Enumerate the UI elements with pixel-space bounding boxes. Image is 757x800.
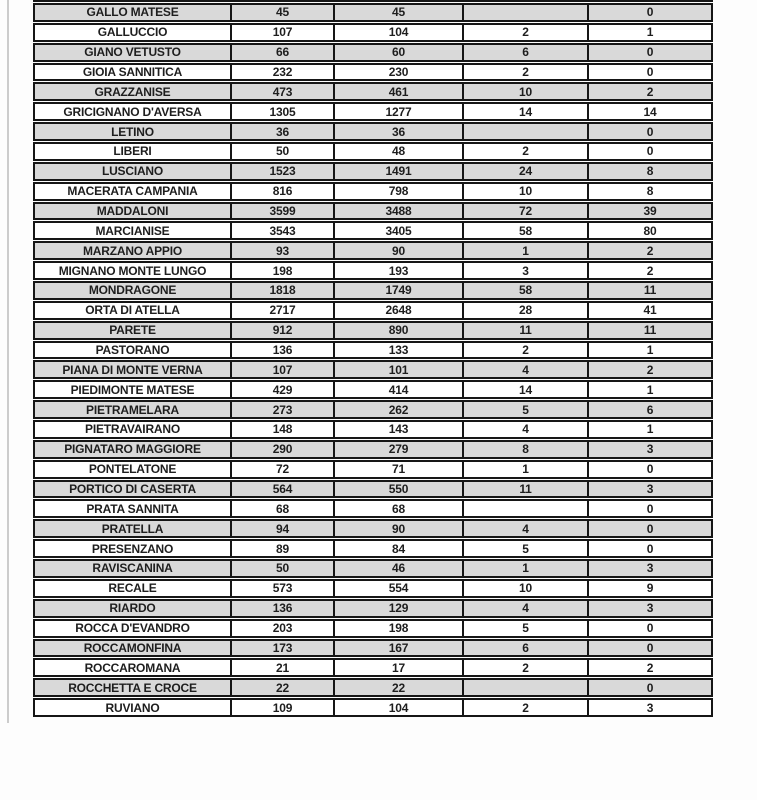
value-cell: 68 <box>333 501 462 516</box>
value-cell: 4 <box>462 601 587 616</box>
value-cell: 90 <box>333 521 462 536</box>
value-cell: 90 <box>333 243 462 258</box>
value-cell: 1 <box>587 382 711 397</box>
value-cell: 0 <box>587 5 711 20</box>
value-cell: 2 <box>587 84 711 99</box>
municipality-name-cell: MACERATA CAMPANIA <box>67 184 198 199</box>
value-cell: 203 <box>230 621 333 636</box>
value-cell: 94 <box>230 521 333 536</box>
value-cell: 39 <box>587 204 711 219</box>
table-row <box>33 43 713 62</box>
value-cell: 554 <box>333 581 462 596</box>
value-cell: 816 <box>230 184 333 199</box>
table-row <box>33 420 713 439</box>
value-cell: 101 <box>333 362 462 377</box>
table-row <box>33 519 713 538</box>
value-cell: 0 <box>587 501 711 516</box>
value-cell: 262 <box>333 402 462 417</box>
table-row <box>33 480 713 499</box>
municipality-name-cell: PIEDIMONTE MATESE <box>70 382 195 397</box>
value-cell: 0 <box>587 541 711 556</box>
table-row <box>33 162 713 181</box>
value-cell: 136 <box>230 601 333 616</box>
value-cell: 36 <box>333 124 462 139</box>
municipality-name-cell: LIBERI <box>113 144 152 159</box>
municipality-name-cell: PRESENZANO <box>91 541 174 556</box>
value-cell: 461 <box>333 84 462 99</box>
value-cell: 230 <box>333 65 462 80</box>
table-row <box>33 380 713 399</box>
municipality-name-cell: PASTORANO <box>95 343 170 358</box>
value-cell: 193 <box>333 263 462 278</box>
value-cell: 3488 <box>333 204 462 219</box>
value-cell: 71 <box>333 462 462 477</box>
value-cell: 4 <box>462 422 587 437</box>
municipality-name-cell: GALLUCCIO <box>97 25 168 40</box>
value-cell: 60 <box>333 45 462 60</box>
value-cell: 50 <box>230 561 333 576</box>
value-cell: 3 <box>587 482 711 497</box>
table-row <box>33 122 713 141</box>
value-cell: 1 <box>462 243 587 258</box>
value-cell: 798 <box>333 184 462 199</box>
value-cell: 2 <box>462 65 587 80</box>
value-cell: 109 <box>230 700 333 715</box>
value-cell: 11 <box>587 283 711 298</box>
value-cell: 2717 <box>230 303 333 318</box>
value-cell: 290 <box>230 442 333 457</box>
value-cell: 8 <box>462 442 587 457</box>
municipality-name-cell: GRICIGNANO D'AVERSA <box>63 104 202 119</box>
value-cell: 9 <box>587 581 711 596</box>
municipality-name-cell: GALLO MATESE <box>86 5 179 20</box>
value-cell: 5 <box>462 402 587 417</box>
value-cell: 89 <box>230 541 333 556</box>
table-row <box>33 579 713 598</box>
table-row <box>33 221 713 240</box>
value-cell: 890 <box>333 323 462 338</box>
municipality-name-cell: PONTELATONE <box>88 462 177 477</box>
value-cell: 3543 <box>230 223 333 238</box>
value-cell: 564 <box>230 482 333 497</box>
municipality-name-cell: MIGNANO MONTE LUNGO <box>58 263 207 278</box>
municipality-name-cell: MARZANO APPIO <box>83 243 182 258</box>
value-cell: 45 <box>230 5 333 20</box>
municipality-name-cell: PRATA SANNITA <box>86 501 179 516</box>
municipality-name-cell: GIOIA SANNITICA <box>82 65 183 79</box>
value-cell: 6 <box>587 402 711 417</box>
value-cell: 2 <box>462 700 587 715</box>
value-cell <box>462 5 587 20</box>
value-cell: 2648 <box>333 303 462 318</box>
municipality-name-cell: PIETRAMELARA <box>86 402 179 417</box>
value-cell: 0 <box>587 621 711 636</box>
value-cell: 1 <box>587 25 711 40</box>
table-row <box>33 261 713 280</box>
value-cell: 14 <box>587 104 711 119</box>
table-row <box>33 639 713 658</box>
table-row <box>33 619 713 638</box>
municipality-name-cell: PRATELLA <box>101 521 164 536</box>
value-cell: 279 <box>333 442 462 457</box>
value-cell: 1277 <box>333 104 462 119</box>
value-cell: 0 <box>587 45 711 60</box>
table-row <box>33 499 713 518</box>
municipality-name-cell: PIETRAVAIRANO <box>85 422 180 437</box>
value-cell: 129 <box>333 601 462 616</box>
value-cell: 0 <box>587 144 711 159</box>
table-row <box>33 559 713 578</box>
value-cell: 136 <box>230 343 333 358</box>
value-cell: 0 <box>587 124 711 139</box>
value-cell: 48 <box>333 144 462 159</box>
municipality-name-cell: GIANO VETUSTO <box>84 45 181 60</box>
value-cell: 104 <box>333 25 462 40</box>
value-cell: 0 <box>587 462 711 477</box>
table-row <box>33 102 713 121</box>
municipality-name-cell: MADDALONI <box>96 204 169 219</box>
value-cell: 41 <box>587 303 711 318</box>
table-row <box>33 460 713 479</box>
value-cell: 2 <box>462 144 587 159</box>
municipality-name-cell: ORTA DI ATELLA <box>85 303 180 318</box>
value-cell: 3 <box>587 442 711 457</box>
value-cell: 72 <box>462 204 587 219</box>
value-cell: 4 <box>462 521 587 536</box>
municipality-name-cell: GRAZZANISE <box>94 84 171 99</box>
table-row <box>33 241 713 260</box>
value-cell: 3 <box>587 700 711 715</box>
value-cell: 2 <box>587 362 711 377</box>
value-cell: 2 <box>462 25 587 40</box>
value-cell: 1 <box>587 422 711 437</box>
value-cell: 10 <box>462 581 587 596</box>
value-cell <box>462 124 587 139</box>
value-cell: 1818 <box>230 283 333 298</box>
value-cell: 0 <box>587 680 711 695</box>
value-cell: 80 <box>587 223 711 238</box>
value-cell: 5 <box>462 541 587 556</box>
value-cell: 912 <box>230 323 333 338</box>
value-cell: 273 <box>230 402 333 417</box>
value-cell: 1491 <box>333 164 462 179</box>
table-row <box>33 400 713 419</box>
value-cell: 107 <box>230 25 333 40</box>
value-cell: 22 <box>333 680 462 695</box>
value-cell: 133 <box>333 343 462 358</box>
value-cell: 167 <box>333 641 462 656</box>
value-cell: 148 <box>230 422 333 437</box>
value-cell: 22 <box>230 680 333 695</box>
value-cell: 11 <box>587 323 711 338</box>
value-cell: 1 <box>462 462 587 477</box>
value-cell: 429 <box>230 382 333 397</box>
value-cell: 3 <box>462 263 587 278</box>
table-row <box>33 281 713 300</box>
municipality-name-cell: RUVIANO <box>105 700 160 715</box>
value-cell: 14 <box>462 104 587 119</box>
table-row <box>33 182 713 201</box>
municipality-name-cell: RAVISCANINA <box>92 561 173 576</box>
value-cell: 198 <box>230 263 333 278</box>
table-row <box>33 301 713 320</box>
value-cell: 1 <box>462 561 587 576</box>
value-cell: 58 <box>462 223 587 238</box>
value-cell: 36 <box>230 124 333 139</box>
value-cell: 2 <box>587 263 711 278</box>
municipality-name-cell: PIANA DI MONTE VERNA <box>62 362 203 377</box>
table-row <box>33 3 713 22</box>
municipality-data-table <box>33 3 713 718</box>
value-cell: 414 <box>333 382 462 397</box>
value-cell: 0 <box>587 521 711 536</box>
value-cell: 14 <box>462 382 587 397</box>
value-cell: 573 <box>230 581 333 596</box>
value-cell: 6 <box>462 641 587 656</box>
value-cell: 173 <box>230 641 333 656</box>
municipality-name-cell: ROCCAROMANA <box>84 660 181 675</box>
value-cell: 11 <box>462 323 587 338</box>
value-cell: 143 <box>333 422 462 437</box>
page-edge-line <box>7 0 9 723</box>
value-cell: 28 <box>462 303 587 318</box>
table-row <box>33 82 713 101</box>
value-cell <box>462 501 587 516</box>
municipality-name-cell: PORTICO DI CASERTA <box>69 482 196 497</box>
table-row <box>33 341 713 360</box>
value-cell: 46 <box>333 561 462 576</box>
value-cell: 3 <box>587 561 711 576</box>
table-row <box>33 23 713 42</box>
value-cell: 45 <box>333 5 462 20</box>
value-cell: 473 <box>230 84 333 99</box>
value-cell <box>462 680 587 695</box>
table-row <box>33 658 713 677</box>
value-cell: 3 <box>587 601 711 616</box>
value-cell: 1749 <box>333 283 462 298</box>
value-cell: 1 <box>587 343 711 358</box>
cut-off-row-border <box>33 0 713 2</box>
table-row <box>33 599 713 618</box>
municipality-name-cell: ROCCAMONFINA <box>83 640 182 655</box>
value-cell: 2 <box>587 243 711 258</box>
value-cell: 3599 <box>230 204 333 219</box>
municipality-name-cell: LETINO <box>111 124 154 139</box>
value-cell: 8 <box>587 164 711 179</box>
value-cell: 6 <box>462 45 587 60</box>
value-cell: 104 <box>333 700 462 715</box>
table-row <box>33 440 713 459</box>
value-cell: 58 <box>462 283 587 298</box>
table-row <box>33 360 713 379</box>
municipality-name-cell: MARCIANISE <box>95 223 170 238</box>
value-cell: 66 <box>230 45 333 60</box>
value-cell: 0 <box>587 65 711 80</box>
value-cell: 21 <box>230 660 333 675</box>
table-row <box>33 202 713 221</box>
municipality-name-cell: PARETE <box>109 323 156 338</box>
value-cell: 8 <box>587 184 711 199</box>
value-cell: 4 <box>462 362 587 377</box>
municipality-name-cell: RECALE <box>108 581 157 596</box>
table-row <box>33 63 713 82</box>
value-cell: 1305 <box>230 104 333 119</box>
value-cell: 50 <box>230 144 333 159</box>
table-row <box>33 698 713 717</box>
value-cell: 2 <box>462 660 587 675</box>
municipality-name-cell: ROCCHETTA E CROCE <box>68 680 197 695</box>
value-cell: 0 <box>587 641 711 656</box>
table-row <box>33 678 713 697</box>
table-body <box>33 3 713 717</box>
value-cell: 10 <box>462 84 587 99</box>
municipality-name-cell: ROCCA D'EVANDRO <box>75 621 190 636</box>
value-cell: 17 <box>333 660 462 675</box>
value-cell: 232 <box>230 65 333 80</box>
table-row <box>33 142 713 161</box>
value-cell: 3405 <box>333 223 462 238</box>
table-row <box>33 539 713 558</box>
table-row <box>33 321 713 340</box>
value-cell: 107 <box>230 362 333 377</box>
value-cell: 68 <box>230 501 333 516</box>
value-cell: 10 <box>462 184 587 199</box>
municipality-name-cell: RIARDO <box>109 601 156 616</box>
municipality-name-cell: MONDRAGONE <box>88 283 177 298</box>
value-cell: 72 <box>230 462 333 477</box>
value-cell: 84 <box>333 541 462 556</box>
value-cell: 11 <box>462 482 587 497</box>
value-cell: 1523 <box>230 164 333 179</box>
value-cell: 93 <box>230 243 333 258</box>
value-cell: 2 <box>587 660 711 675</box>
value-cell: 550 <box>333 482 462 497</box>
value-cell: 24 <box>462 164 587 179</box>
municipality-name-cell: LUSCIANO <box>101 164 164 179</box>
value-cell: 5 <box>462 621 587 636</box>
value-cell: 198 <box>333 621 462 636</box>
municipality-name-cell: PIGNATARO MAGGIORE <box>64 442 201 457</box>
value-cell: 2 <box>462 343 587 358</box>
